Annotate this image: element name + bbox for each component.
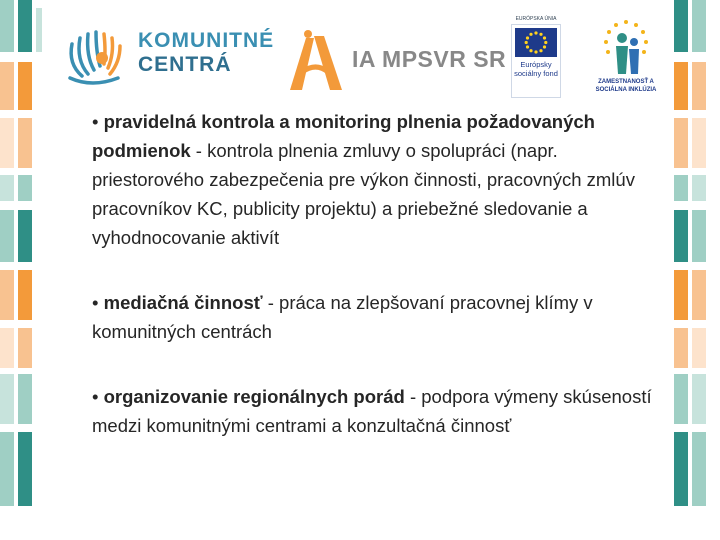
zamestnanost-text: ZAMESTNANOSŤ A SOCIÁLNA INKLÚZIA xyxy=(595,79,657,93)
right-bar-5b xyxy=(692,210,706,262)
left-bar-9b xyxy=(18,432,32,506)
bullet: • xyxy=(92,386,99,407)
item-text: - podpora výmeny skúseností medzi komunitnými centrami a konzultačná činnosť xyxy=(92,386,652,436)
left-bar-9 xyxy=(0,432,14,506)
item-heading: mediačná činnosť xyxy=(103,292,263,313)
right-bar-1b xyxy=(692,0,706,52)
right-bar-3b xyxy=(692,118,706,168)
item-text: - práca na zlepšovaní pracovnej klímy v komunitných centrách xyxy=(92,292,593,342)
right-bar-5 xyxy=(674,210,688,262)
left-bar-2b xyxy=(18,62,32,110)
logo-text-centra: CENTRÁ xyxy=(138,53,232,76)
right-bar-2 xyxy=(674,62,688,110)
hands-icon xyxy=(62,24,132,90)
left-bar-7 xyxy=(0,328,14,368)
left-bar-1 xyxy=(0,0,14,52)
people-stars-icon xyxy=(594,18,658,78)
left-bar-8 xyxy=(0,374,14,424)
left-bar-6b xyxy=(18,270,32,320)
right-bar-7b xyxy=(692,328,706,368)
right-bar-7 xyxy=(674,328,688,368)
item-text: - kontrola plnenia zmluvy o spolupráci (napr. priestorového zabezpečenia pre výkon činnosti, pracovných zmlúv pracovníkov KC, publicity projektu) a priebežné sledovanie a vyhodnocovanie aktivít xyxy=(92,140,635,248)
right-bar-4b xyxy=(692,175,706,201)
item-heading: pravidelná kontrola a monitoring plnenia požadovaných podmienok xyxy=(92,111,595,161)
right-bar-8 xyxy=(674,374,688,424)
ia-mpsvr-text: IA MPSVR SR xyxy=(352,46,507,72)
left-bar-8b xyxy=(18,374,32,424)
right-bar-3 xyxy=(674,118,688,168)
item-porady xyxy=(92,382,662,440)
right-bar-2b xyxy=(692,62,706,110)
left-bar-1c xyxy=(36,8,42,52)
eu-caption: Európsky sociálny fond xyxy=(514,60,558,78)
eu-flag-icon xyxy=(515,28,557,57)
item-mediacna xyxy=(92,288,662,346)
right-bar-1 xyxy=(674,0,688,52)
eu-top-text: EURÓPSKA ÚNIA xyxy=(515,16,557,22)
right-bar-4 xyxy=(674,175,688,201)
left-bar-5 xyxy=(0,210,14,262)
item-kontrola xyxy=(92,107,662,252)
left-bar-3b xyxy=(18,118,32,168)
bullet: • xyxy=(92,292,99,313)
right-bar-9 xyxy=(674,432,688,506)
item-heading: organizovanie regionálnych porád xyxy=(103,386,405,407)
left-bar-4b xyxy=(18,175,32,201)
content-body xyxy=(92,107,662,476)
left-bar-4 xyxy=(0,175,14,201)
left-bar-2 xyxy=(0,62,14,110)
left-bar-7b xyxy=(18,328,32,368)
right-bar-9b xyxy=(692,432,706,506)
left-bar-6 xyxy=(0,270,14,320)
right-bar-6 xyxy=(674,270,688,320)
right-bar-6b xyxy=(692,270,706,320)
left-bar-5b xyxy=(18,210,32,262)
right-bar-8b xyxy=(692,374,706,424)
logo-text-komunitne: KOMUNITNÉ xyxy=(138,29,275,52)
left-bar-1b xyxy=(18,0,32,52)
bullet: • xyxy=(92,111,99,132)
left-bar-3 xyxy=(0,118,14,168)
ia-figure-icon xyxy=(284,28,346,94)
